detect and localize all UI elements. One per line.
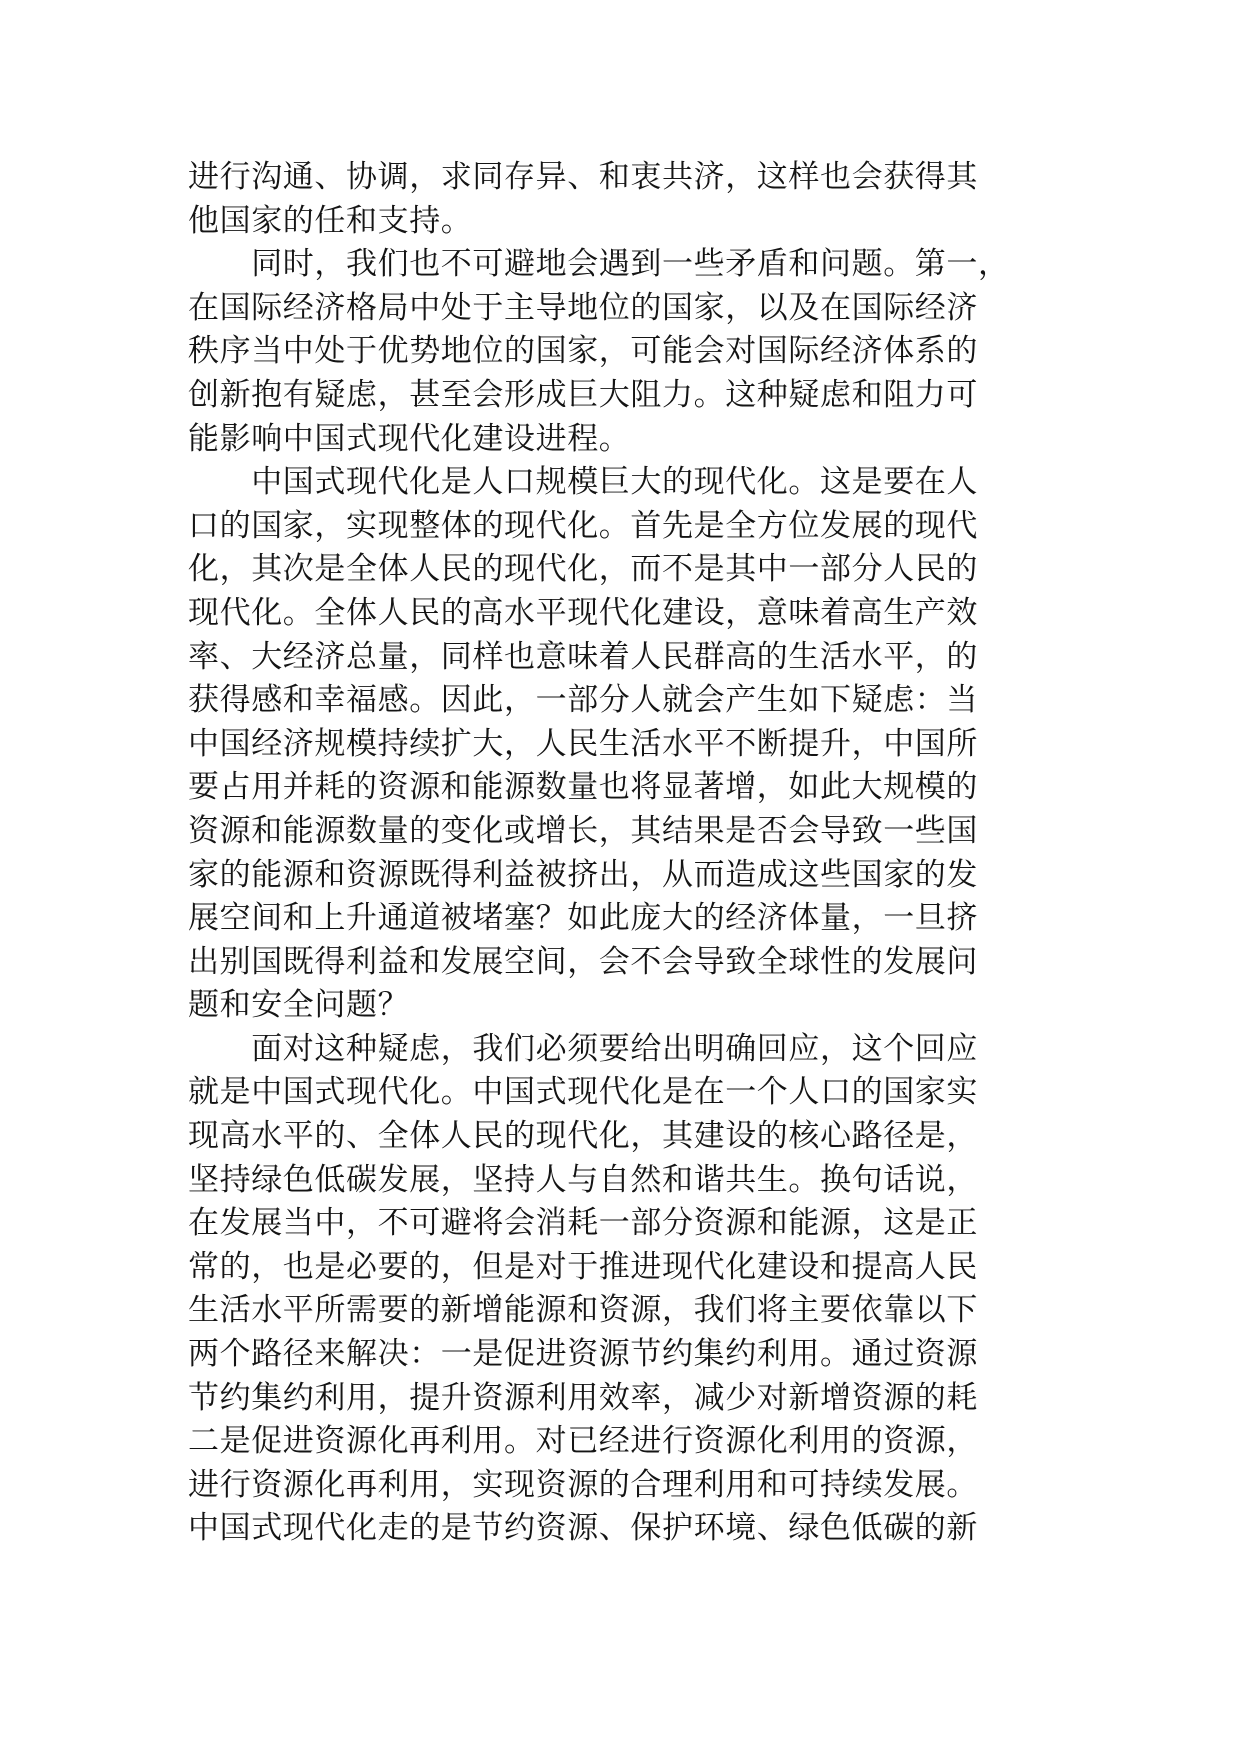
paragraph-1: 进行沟通、协调，求同存异、和衷共济，这样也会获得其 他国家的任和支持。 (188, 159, 978, 239)
paragraph-3: 中国式现代化是人口规模巨大的现代化。这是要在人 口的国家，实现整体的现代化。首先是全方位发展的现代 化，其次是全体人民的现代化，而不是其中一部分人民的 现代化。全体人民的高水平现代化建设，意味着高生产效 率、大经济总量，同样也意味着人民群高的生活水平，的 获得感和幸福感。因此，一部分人就会产生如下疑虑：当 中国经济规模持续扩大，人民生活水平不断提升，中国所 要占用并耗的资源和能源数量也将显著增，如此大规模的 资源和能源数量的变化或增长，其结果是否会导致一些国 家的能源和资源既得利益被挤出，从而造成这些国家的发 展空间和上升通道被堵塞？如此庞大的经济体量，一旦挤 出别国既得利益和发展空间，会不会导致全球性的发展问 题和安全问题？ (188, 464, 978, 1024)
paragraph-4: 面对这种疑虑，我们必须要给出明确回应，这个回应 就是中国式现代化。中国式现代化是在一个人口的国家实 现高水平的、全体人民的现代化，其建设的核心路径是， 坚持绿色低碳发展，坚持人与自然和谐共生。换句话说， 在发展当中，不可避将会消耗一部分资源和能源，这是正 常的，也是必要的，但是对于推进现代化建设和提高人民 生活水平所需要的新增能源和资源，我们将主要依靠以下 两个路径来解决：一是促进资源节约集约利用。通过资源 节约集约利用，提升资源利用效率，减少对新增资源的耗 二是促进资源化再利用。对已经进行资源化利用的资源， 进行资源化再利用，实现资源的合理利用和可持续发展。 中国式现代化走的是节约资源、保护环境、绿色低碳的新 (188, 1030, 978, 1547)
paragraph-2: 同时，我们也不可避地会遇到一些矛盾和问题。第一， 在国际经济格局中处于主导地位的国家，以及在国际经济 秩序当中处于优势地位的国家，可能会对国际经济体系的 创新抱有疑虑，甚至会形成巨大阻力。这种疑虑和阻力可 能影响中国式现代化建设进程。 (188, 246, 1010, 457)
body-text (188, 156, 1068, 1551)
